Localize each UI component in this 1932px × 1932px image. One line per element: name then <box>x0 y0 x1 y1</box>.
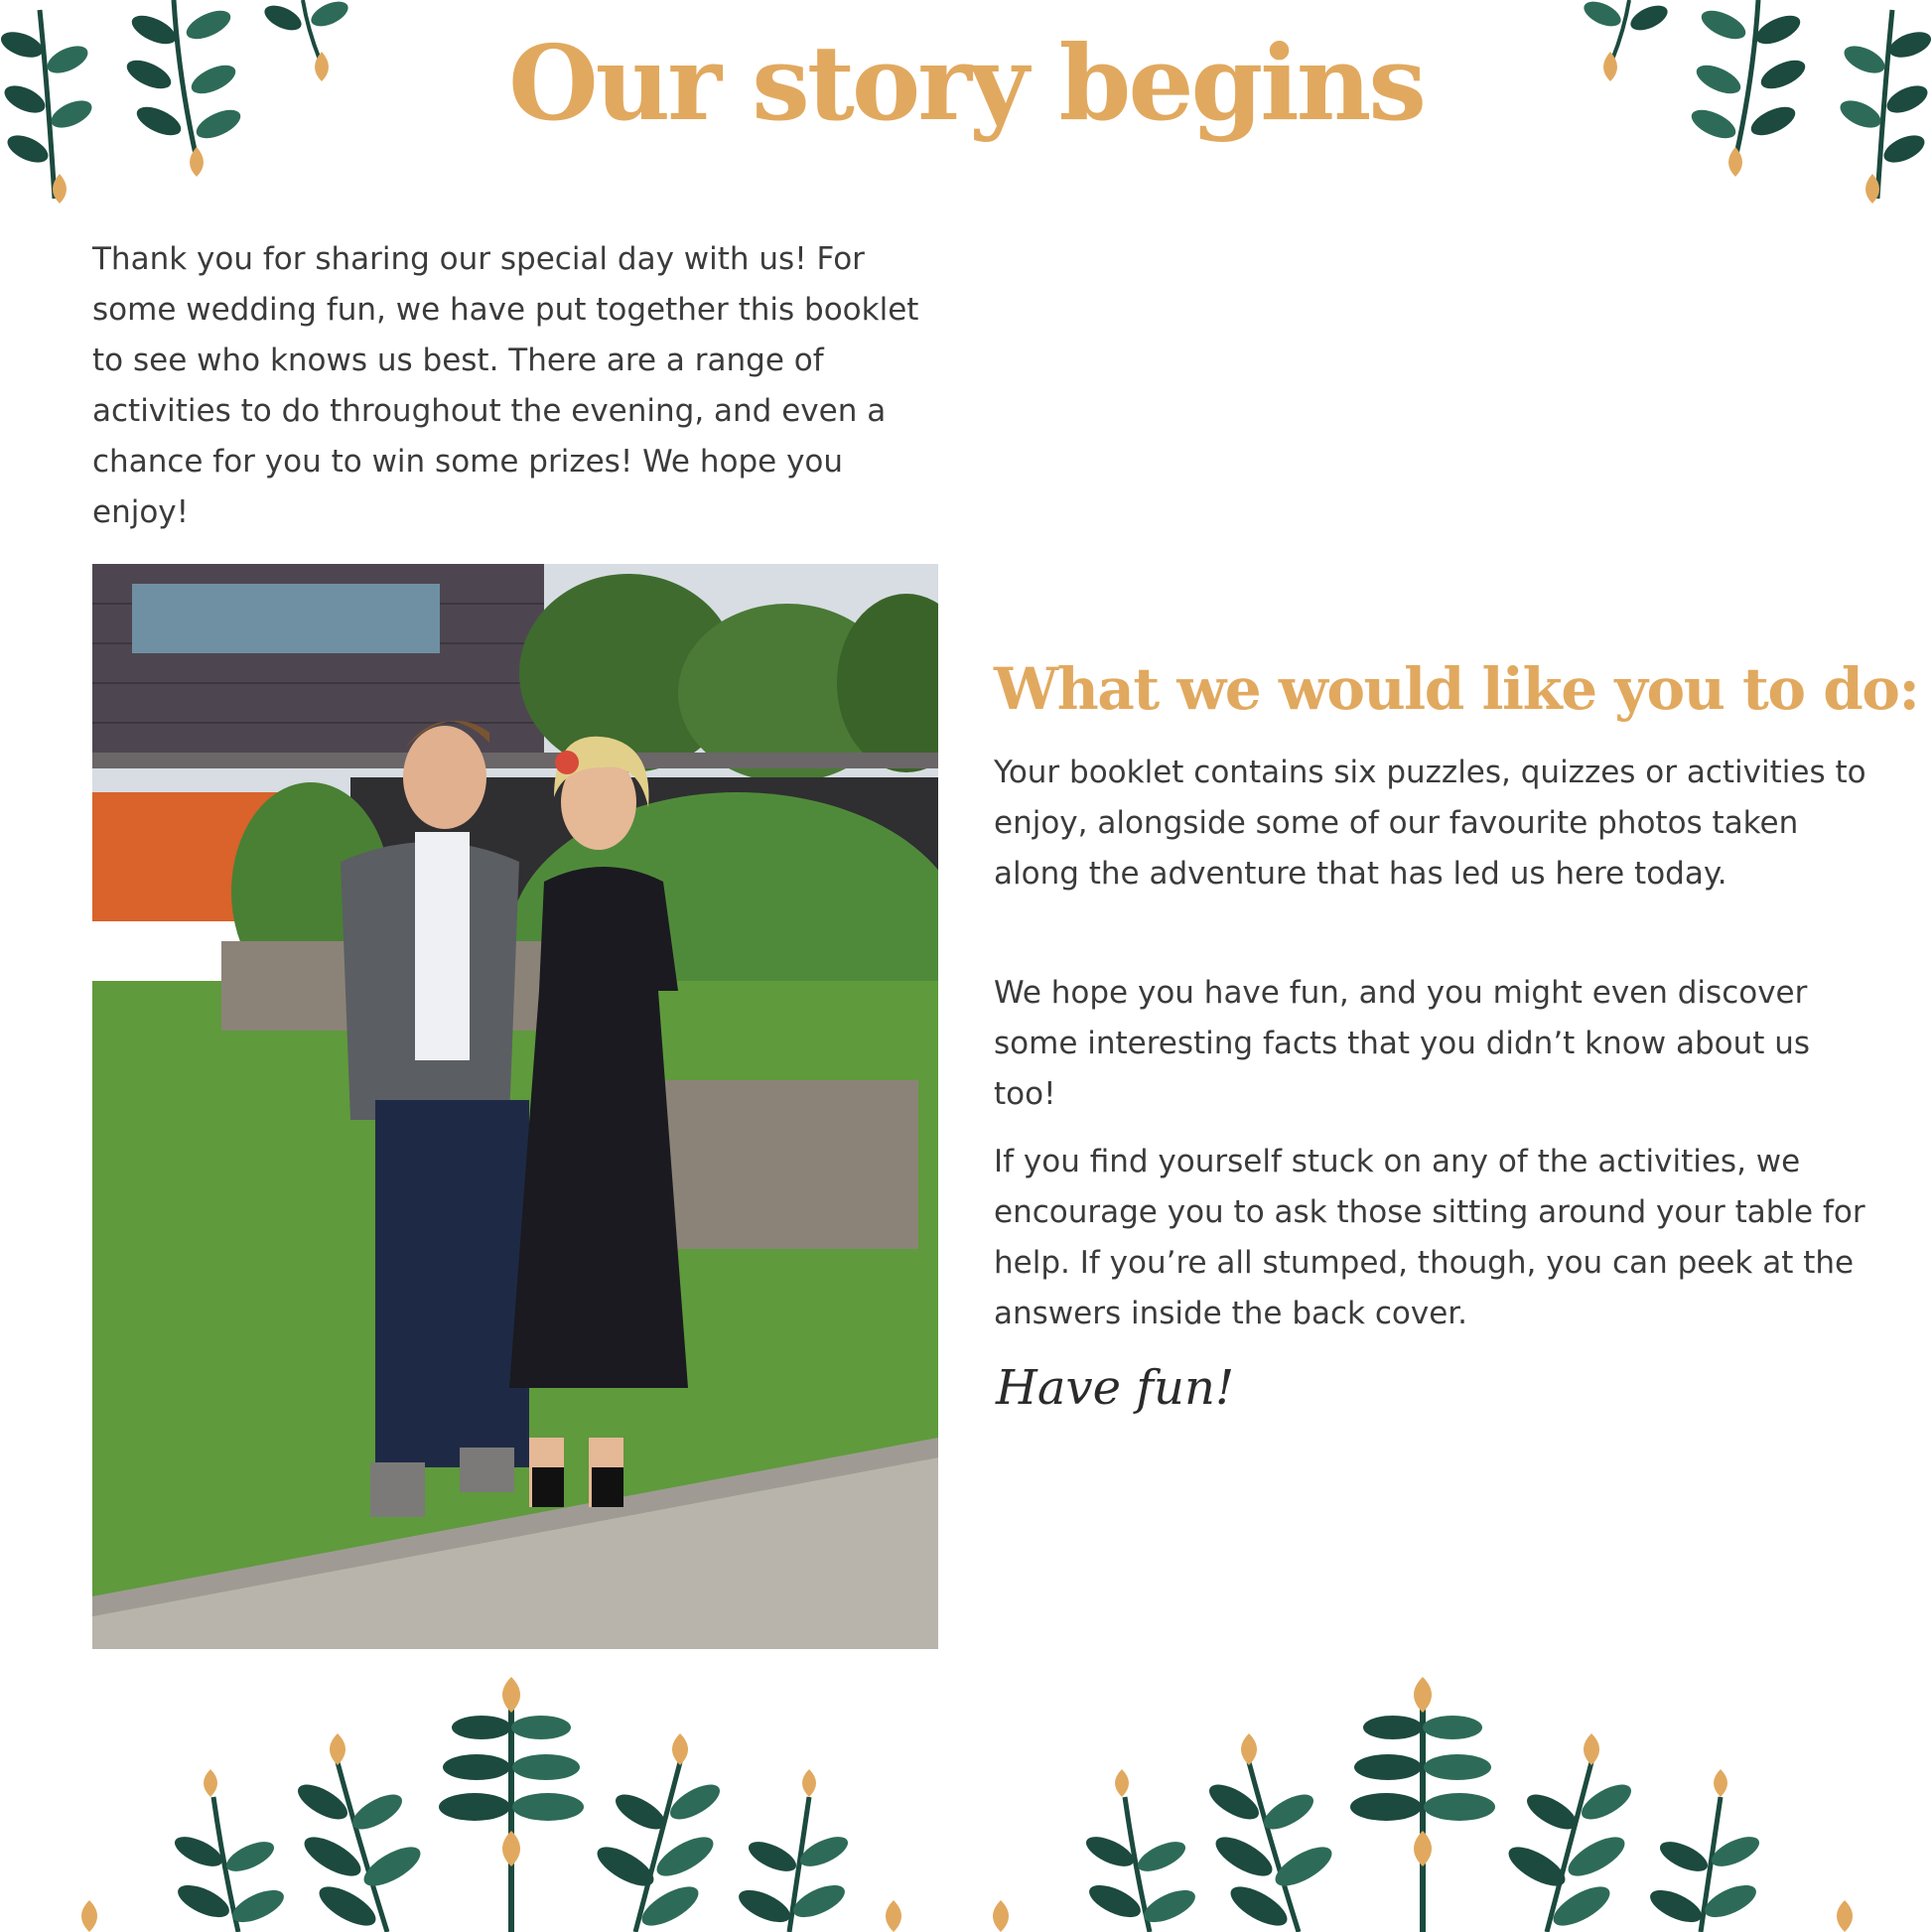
heart-bud-icon <box>204 1769 217 1797</box>
leaf-sprig-icon <box>1503 1762 1636 1932</box>
heart-bud-icon <box>1584 1733 1599 1765</box>
leaf-sprig-icon <box>1204 1762 1337 1932</box>
heart-bud-icon <box>502 1831 520 1866</box>
instructions-paragraph-2: We hope you have fun, and you might even discover some interesting facts that you didn’t know about us too! <box>994 975 1811 1112</box>
heart-bud-icon <box>1241 1733 1257 1765</box>
heart-bud-icon <box>190 147 204 177</box>
heart-bud-icon <box>1414 1831 1432 1866</box>
intro-paragraph: Thank you for sharing our special day with us! For some wedding fun, we have put together this booklet to see who knows us best. There are a range of activities to do throughout the evening, and even a chance for you to win some prizes! We hope you enjoy! <box>92 241 919 530</box>
signoff-text: Have fun! <box>996 1360 1235 1416</box>
heart-bud-icon <box>802 1769 816 1797</box>
heart-bud-icon <box>993 1900 1009 1932</box>
heart-bud-icon <box>886 1900 901 1932</box>
bottom-foliage-right <box>971 1668 1825 1932</box>
instructions-paragraph-1: Your booklet contains six puzzles, quizzes or activities to enjoy, alongside some of our favourite photos taken along the adventure that has led us here today. <box>994 755 1866 892</box>
instructions-paragraph-3: If you find yourself stuck on any of the activities, we encourage you to ask those sitting around your table for help. If you’re all stumped, though, you can peek at the answers inside the back cover. <box>994 1144 1865 1331</box>
heart-bud-icon <box>1728 147 1742 177</box>
leaf-sprig-icon <box>1082 1797 1200 1932</box>
leaf-sprig-icon <box>293 1762 426 1932</box>
heart-bud-icon <box>81 1900 97 1932</box>
leaf-sprig-icon <box>439 1708 584 1932</box>
section-heading: What we would like you to do: <box>994 655 1919 723</box>
heart-bud-icon <box>1714 1769 1727 1797</box>
couple-photo <box>92 564 938 1649</box>
leaf-sprig-icon <box>735 1797 853 1932</box>
heart-bud-icon <box>502 1677 520 1713</box>
leaf-sprig-icon <box>171 1797 289 1932</box>
heart-bud-icon <box>1837 1900 1853 1932</box>
heart-bud-icon <box>1115 1769 1129 1797</box>
leaf-sprig-icon <box>592 1762 725 1932</box>
heart-bud-icon <box>672 1733 688 1765</box>
leaf-sprig-icon <box>1646 1797 1764 1932</box>
bottom-foliage-left <box>60 1668 913 1932</box>
heart-bud-icon <box>330 1733 345 1765</box>
leaf-sprig-icon <box>1350 1708 1495 1932</box>
page-title: Our story begins <box>508 22 1424 144</box>
heart-bud-icon <box>1414 1677 1432 1713</box>
